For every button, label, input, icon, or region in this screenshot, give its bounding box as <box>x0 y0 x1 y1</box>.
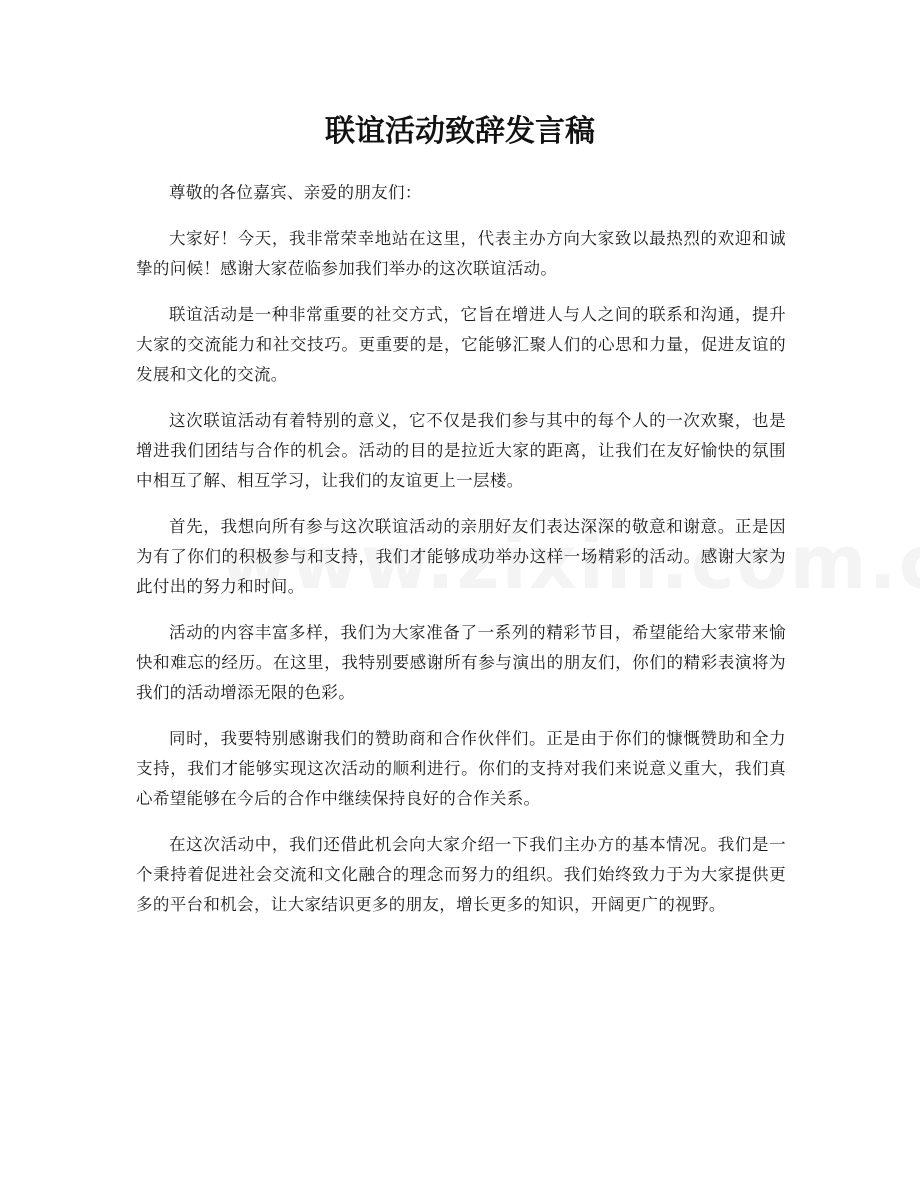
document-title: 联谊活动致辞发言稿 <box>325 114 595 149</box>
paragraph-program: 活动的内容丰富多样，我们为大家准备了一系列的精彩节目，希望能给大家带来愉快和难忘的经历。在这里，我特别要感谢所有参与演出的朋友们，你们的精彩表演将为我们的活动增添无限的色彩。 <box>136 623 786 702</box>
paragraph-thanks-participants: 首先，我想向所有参与这次联谊活动的亲朋好友们表达深深的敬意和谢意。正是因为有了你们的积极参与和支持，我们才能够成功举办这样一场精彩的活动。感谢大家为此付出的努力和时间。 <box>136 517 786 596</box>
paragraph-organizer-intro: 在这次活动中，我们还借此机会向大家介绍一下我们主办方的基本情况。我们是一个秉持着促进社会交流和文化融合的理念而努力的组织。我们始终致力于为大家提供更多的平台和机会，让大家结识更多的朋友，增长更多的知识，开阔更广的视野。 <box>136 835 786 914</box>
welcome-paragraph: 大家好！今天，我非常荣幸地站在这里，代表主办方向大家致以最热烈的欢迎和诚挚的问候！感谢大家莅临参加我们举办的这次联谊活动。 <box>136 229 786 278</box>
salutation-paragraph: 尊敬的各位嘉宾、亲爱的朋友们： <box>169 183 422 202</box>
paragraph-thanks-sponsors: 同时，我要特别感谢我们的赞助商和合作伙伴们。正是由于你们的慷慨赞助和全力支持，我们才能够实现这次活动的顺利进行。你们的支持对我们来说意义重大，我们真心希望能够在今后的合作中继续保持良好的合作关系。 <box>136 729 786 808</box>
document-body <box>136 178 786 936</box>
paragraph-meaning: 这次联谊活动有着特别的意义，它不仅是我们参与其中的每个人的一次欢聚，也是增进我们团结与合作的机会。活动的目的是拉近大家的距离，让我们在友好愉快的氛围中相互了解、相互学习，让我们的友谊更上一层楼。 <box>136 411 786 490</box>
paragraph-significance: 联谊活动是一种非常重要的社交方式，它旨在增进人与人之间的联系和沟通，提升大家的交流能力和社交技巧。更重要的是，它能够汇聚人们的心思和力量，促进友谊的发展和文化的交流。 <box>136 305 786 384</box>
